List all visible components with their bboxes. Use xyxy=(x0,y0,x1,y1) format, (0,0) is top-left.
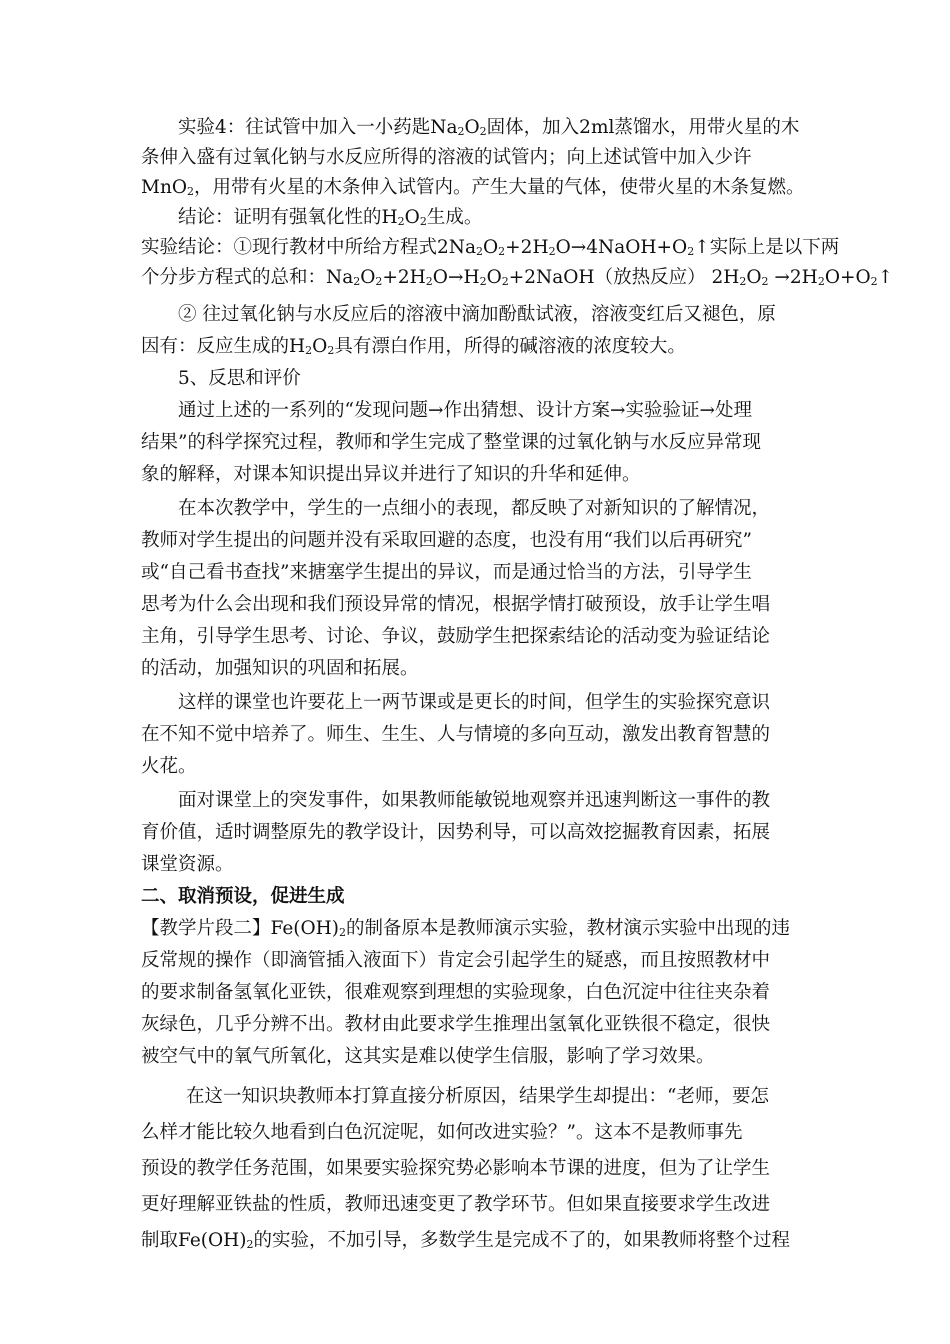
text-run: O xyxy=(483,237,499,258)
text-line xyxy=(178,206,482,230)
subscript: 2 xyxy=(761,275,769,288)
section-heading xyxy=(141,885,345,909)
text-line xyxy=(178,691,770,715)
subscript: 2 xyxy=(479,275,487,288)
text-run: 这样的课堂也许要花上一两节课或是更长的时间，但学生的实验探究意识 xyxy=(178,692,771,713)
text-run: 在不知不觉中培养了。师生、生生、人与情境的多向互动，激发出教育智慧的 xyxy=(141,724,771,745)
text-line xyxy=(141,1193,770,1217)
subscript: 2 xyxy=(687,245,695,258)
text-run: 个分步方程式的总和：Na xyxy=(141,267,354,288)
text-run: 课堂资源。 xyxy=(141,854,234,875)
text-run: MnO xyxy=(141,177,188,198)
subscript: 2 xyxy=(246,1238,254,1251)
text-line xyxy=(141,981,770,1005)
subscript: 2 xyxy=(419,215,427,228)
subscript: 2 xyxy=(457,125,465,138)
text-run: 么样才能比较久地看到白色沉淀呢，如何改进实验？”。这本不是教师事先 xyxy=(141,1122,743,1143)
subscript: 2 xyxy=(327,344,335,357)
text-run: 因有：反应生成的H xyxy=(141,336,306,357)
subscript: 2 xyxy=(548,245,556,258)
section-heading xyxy=(178,367,301,391)
subscript: 2 xyxy=(476,245,483,258)
subscript: 2 xyxy=(305,344,313,357)
text-run: 实验结论：①现行教材中所给方程式2Na xyxy=(141,237,476,258)
text-line xyxy=(178,497,770,521)
subscript: 2 xyxy=(479,125,487,138)
text-run: ↑ xyxy=(877,267,894,288)
text-line xyxy=(141,1045,715,1069)
text-run: 的活动，加强知识的巩固和拓展。 xyxy=(141,658,419,679)
text-run: 的要求制备氢氧化亚铁，很难观察到理想的实验现象，白色沉淀中往往夹杂着 xyxy=(141,982,771,1003)
text-run: ↑实际上是以下两 xyxy=(694,237,840,258)
text-run: 火花。 xyxy=(141,756,197,777)
text-line xyxy=(141,657,419,681)
text-run: 具有漂白作用，所得的碱溶液的浓度较大。 xyxy=(334,336,686,357)
subscript: 2 xyxy=(397,215,405,228)
text-line xyxy=(141,625,770,649)
text-run: 结论：证明有强氧化性的H xyxy=(178,207,398,228)
text-run: O→4NaOH+O xyxy=(555,237,688,258)
text-run: +2H xyxy=(382,267,426,288)
text-line xyxy=(141,431,761,455)
text-line xyxy=(141,917,790,941)
text-run: 育价值，适时调整原先的教学设计，因势利导，可以高效挖掘教育因素，拓展 xyxy=(141,822,771,843)
text-line xyxy=(141,1229,790,1253)
text-run: 5、反思和评价 xyxy=(178,368,301,389)
text-run: 或“自己看书查找”来搪塞学生提出的异议，而是通过恰当的方法，引导学生 xyxy=(141,562,752,583)
text-run: 通过上述的一系列的“发现问题→作出猜想、设计方案→实验验证→处理 xyxy=(178,400,752,421)
subscript: 2 xyxy=(501,275,509,288)
text-line xyxy=(141,821,770,845)
text-line xyxy=(141,335,686,359)
text-run: O→H xyxy=(432,267,480,288)
text-line xyxy=(141,529,752,553)
text-run: 二、取消预设，促进生成 xyxy=(141,886,345,907)
text-run: 条伸入盛有过氧化钠与水反应所得的溶液的试管内；向上述试管中加入少许 xyxy=(141,147,752,168)
text-run: 生成。 xyxy=(426,207,483,228)
text-run: O+O xyxy=(824,267,871,288)
subscript: 2 xyxy=(339,926,347,939)
text-run: O xyxy=(360,267,376,288)
text-run: 主角，引导学生思考、讨论、争议，鼓励学生把探索结论的活动变为验证结论 xyxy=(141,626,771,647)
text-run: +2H xyxy=(505,237,549,258)
text-line xyxy=(141,236,839,260)
text-run: O xyxy=(464,117,480,138)
text-run: 【教学片段二】Fe(OH) xyxy=(141,918,340,939)
text-line xyxy=(141,853,234,877)
text-run: 结果”的科学探究过程，教师和学生完成了整堂课的过氧化钠与水反应异常现 xyxy=(141,432,761,453)
subscript: 2 xyxy=(498,245,506,258)
text-run: 在本次教学中，学生的一点细小的表现，都反映了对新知识的了解情况， xyxy=(178,498,771,519)
text-run: O xyxy=(404,207,420,228)
subscript: 2 xyxy=(375,275,383,288)
text-line xyxy=(141,755,197,779)
subscript: 2 xyxy=(870,275,878,288)
text-line xyxy=(141,463,641,487)
text-run: +2NaOH（放热反应） 2H xyxy=(508,267,740,288)
text-run: 面对课堂上的突发事件，如果教师能敏锐地观察并迅速判断这一事件的教 xyxy=(178,790,771,811)
text-line xyxy=(141,949,770,973)
text-line xyxy=(141,146,752,170)
text-line xyxy=(178,116,799,140)
text-line xyxy=(141,723,770,747)
text-run: 制取Fe(OH) xyxy=(141,1230,247,1251)
text-run: 思考为什么会出现和我们预设异常的情况，根据学情打破预设，放手让学生唱 xyxy=(141,594,771,615)
text-run: 预设的教学任务范围，如果要实验探究势必影响本节课的进度，但为了让学生 xyxy=(141,1158,771,1179)
text-run: 教师对学生提出的问题并没有采取回避的态度，也没有用“我们以后再研究” xyxy=(141,530,752,551)
subscript: 2 xyxy=(425,275,433,288)
text-run: 象的解释，对课本知识提出异议并进行了知识的升华和延伸。 xyxy=(141,464,641,485)
text-run: 在这一知识块教师本打算直接分析原因，结果学生却提出：“老师，要怎 xyxy=(186,1086,769,1107)
text-run: O xyxy=(486,267,502,288)
text-line xyxy=(178,789,770,813)
text-line xyxy=(141,266,893,290)
text-run: O xyxy=(746,267,762,288)
subscript: 2 xyxy=(817,275,825,288)
subscript: 2 xyxy=(739,275,747,288)
text-line xyxy=(141,593,770,617)
text-run: 固体，加入2ml蒸馏水，用带火星的木 xyxy=(486,117,800,138)
subscript: 2 xyxy=(187,185,195,198)
text-line xyxy=(178,303,776,327)
text-line xyxy=(141,1157,770,1181)
text-run: 反常规的操作（即滴管插入液面下）肯定会引起学生的疑惑，而且按照教材中 xyxy=(141,950,771,971)
subscript: 2 xyxy=(353,275,361,288)
text-run: O xyxy=(312,336,328,357)
text-run: 的制备原本是教师演示实验，教材演示实验中出现的违 xyxy=(346,918,791,939)
text-line xyxy=(141,1121,742,1145)
text-run: 实验4：往试管中加入一小药匙Na xyxy=(178,117,458,138)
text-run: 被空气中的氧气所氧化，这其实是难以使学生信服，影响了学习效果。 xyxy=(141,1046,715,1067)
text-line xyxy=(141,561,752,585)
text-run: ，用带有火星的木条伸入试管内。产生大量的气体，使带火星的木条复燃。 xyxy=(194,177,805,198)
text-run: 灰绿色，几乎分辨不出。教材由此要求学生推理出氢氧化亚铁很不稳定，很快 xyxy=(141,1014,771,1035)
text-line xyxy=(141,1013,770,1037)
text-line xyxy=(178,399,752,423)
text-run: 更好理解亚铁盐的性质，教师迅速变更了教学环节。但如果直接要求学生改进 xyxy=(141,1194,771,1215)
text-run: ② 往过氧化钠与水反应后的溶液中滴加酚酞试液，溶液变红后又褪色，原 xyxy=(178,304,776,325)
text-line xyxy=(186,1085,769,1109)
text-run: 的实验，不加引导，多数学生是完成不了的，如果教师将整个过程 xyxy=(253,1230,791,1251)
text-line xyxy=(141,176,805,200)
text-run: →2H xyxy=(768,267,818,288)
